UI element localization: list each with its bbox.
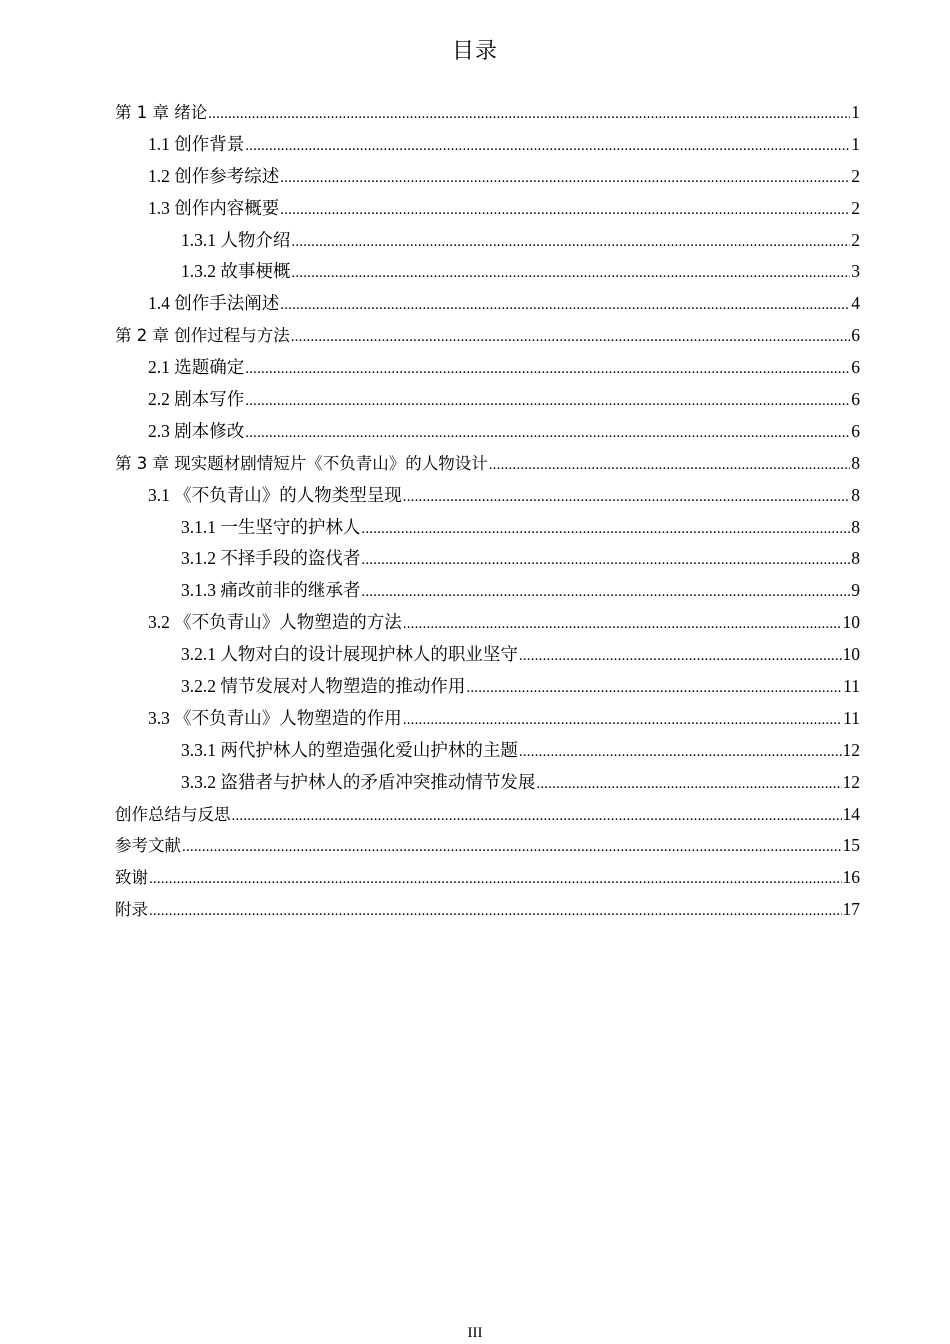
toc-entry-page: 6 [851, 389, 860, 410]
toc-entry-title: 1.3.1 人物介绍 [181, 229, 291, 250]
toc-entry[interactable] [115, 609, 860, 641]
toc-entry-title: 第 2 章 创作过程与方法 [115, 326, 290, 346]
dot-leader [149, 871, 842, 888]
toc-entry-page: 1 [851, 102, 860, 122]
toc-entry-title: 创作总结与反思 [115, 804, 231, 824]
toc-entry[interactable] [115, 99, 860, 131]
toc-entry-title: 2.1 选题确定 [148, 357, 245, 378]
toc-entry-title: 附录 [115, 900, 148, 920]
dot-leader [536, 776, 841, 793]
dot-leader [208, 106, 850, 123]
dot-leader [519, 648, 842, 665]
dot-leader [403, 712, 842, 729]
toc-entry-title: 3.2.2 情节发展对人物塑造的推动作用 [181, 676, 466, 697]
page-number-footer: III [467, 1325, 483, 1341]
toc-entry-title: 参考文献 [115, 836, 181, 856]
toc-entry-title: 3.1.3 痛改前非的继承者 [181, 580, 361, 601]
dot-leader [245, 138, 850, 155]
toc-entry[interactable] [115, 227, 860, 259]
dot-leader [291, 234, 850, 251]
dot-leader [280, 202, 850, 219]
toc-entry-title: 2.2 剧本写作 [148, 389, 245, 410]
toc-entry[interactable] [115, 258, 860, 290]
toc-entry-page: 6 [851, 325, 860, 346]
toc-entry-page: 2 [851, 229, 860, 250]
dot-leader [489, 457, 851, 474]
toc-entry-title: 3.2 《不负青山》人物塑造的方法 [148, 612, 402, 633]
toc-entry-title: 1.3 创作内容概要 [148, 197, 280, 218]
dot-leader [182, 839, 842, 856]
toc-entry[interactable] [115, 195, 860, 227]
dot-leader [245, 393, 850, 410]
toc-entry-page: 11 [843, 676, 860, 697]
toc-entry-page: 6 [851, 357, 860, 378]
toc-entry[interactable] [115, 896, 860, 928]
toc-entry[interactable] [115, 386, 860, 418]
dot-leader [466, 680, 842, 697]
toc-entry-page: 10 [842, 644, 860, 665]
toc-entry[interactable] [115, 418, 860, 450]
dot-leader [403, 489, 851, 506]
toc-entry-page: 8 [851, 452, 860, 473]
dot-leader [291, 265, 850, 282]
toc-entry-title: 1.3.2 故事梗概 [181, 261, 291, 282]
toc-entry-page: 14 [842, 803, 860, 824]
toc-entry-page: 4 [851, 293, 860, 314]
toc-entry-title: 3.3.1 两代护林人的塑造强化爱山护林的主题 [181, 739, 518, 760]
toc-entry-page: 1 [851, 133, 860, 154]
toc-entry-title: 3.1 《不负青山》的人物类型呈现 [148, 484, 402, 505]
toc-entry-title: 1.2 创作参考综述 [148, 165, 280, 186]
toc-entry[interactable] [115, 641, 860, 673]
toc-entry-page: 8 [851, 484, 860, 505]
toc-entry[interactable] [115, 864, 860, 896]
toc-entry-title: 致谢 [115, 868, 148, 888]
toc-entry-title: 1.4 创作手法阐述 [148, 293, 280, 314]
toc-entry-page: 6 [851, 420, 860, 441]
toc-entry-page: 9 [851, 580, 860, 601]
toc-entry[interactable] [115, 769, 860, 801]
toc-entry-page: 16 [842, 867, 860, 888]
toc-entry[interactable] [115, 131, 860, 163]
toc-entry-title: 3.1.1 一生坚守的护林人 [181, 516, 361, 537]
toc-entry[interactable] [115, 514, 860, 546]
dot-leader [232, 808, 842, 825]
toc-entry-page: 2 [851, 197, 860, 218]
toc-entry-page: 10 [842, 612, 860, 633]
toc-entry-page: 17 [842, 899, 860, 920]
toc-entry[interactable] [115, 737, 860, 769]
dot-leader [361, 552, 850, 569]
toc-entry-title: 3.1.2 不择手段的盗伐者 [181, 548, 361, 569]
toc-entry-title: 第 3 章 现实题材剧情短片《不负青山》的人物设计 [115, 453, 488, 473]
toc-entry-title: 3.3.2 盗猎者与护林人的矛盾冲突推动情节发展 [181, 771, 536, 792]
dot-leader [519, 744, 842, 761]
toc-entry[interactable] [115, 322, 860, 354]
page-title: 目录 [451, 39, 498, 64]
table-of-contents [115, 99, 860, 928]
toc-entry-title: 2.3 剧本修改 [148, 420, 245, 441]
toc-entry-title: 1.1 创作背景 [148, 133, 245, 154]
dot-leader [245, 425, 850, 442]
dot-leader [361, 584, 850, 601]
toc-entry-page: 12 [842, 771, 860, 792]
toc-entry[interactable] [115, 673, 860, 705]
toc-entry[interactable] [115, 450, 860, 482]
toc-entry-page: 8 [851, 548, 860, 569]
toc-entry-page: 15 [842, 835, 860, 856]
toc-entry-page: 2 [851, 165, 860, 186]
dot-leader [403, 616, 842, 633]
toc-entry[interactable] [115, 832, 860, 864]
dot-leader [245, 361, 850, 378]
toc-entry-page: 3 [851, 261, 860, 282]
toc-entry[interactable] [115, 705, 860, 737]
toc-entry-title: 3.2.1 人物对白的设计展现护林人的职业坚守 [181, 644, 518, 665]
toc-entry-page: 12 [842, 739, 860, 760]
dot-leader [280, 297, 850, 314]
toc-entry[interactable] [115, 577, 860, 609]
dot-leader [149, 903, 842, 920]
toc-entry[interactable] [115, 545, 860, 577]
toc-entry-title: 3.3 《不负青山》人物塑造的作用 [148, 707, 402, 728]
toc-entry-page: 11 [843, 707, 860, 728]
toc-entry[interactable] [115, 354, 860, 386]
dot-leader [361, 521, 850, 538]
dot-leader [291, 329, 851, 346]
toc-entry[interactable] [115, 801, 860, 833]
toc-entry[interactable] [115, 290, 860, 322]
dot-leader [280, 170, 850, 187]
toc-entry-title: 第 1 章 绪论 [115, 103, 208, 122]
toc-entry-page: 8 [851, 516, 860, 537]
toc-entry[interactable] [115, 482, 860, 514]
toc-entry[interactable] [115, 163, 860, 195]
